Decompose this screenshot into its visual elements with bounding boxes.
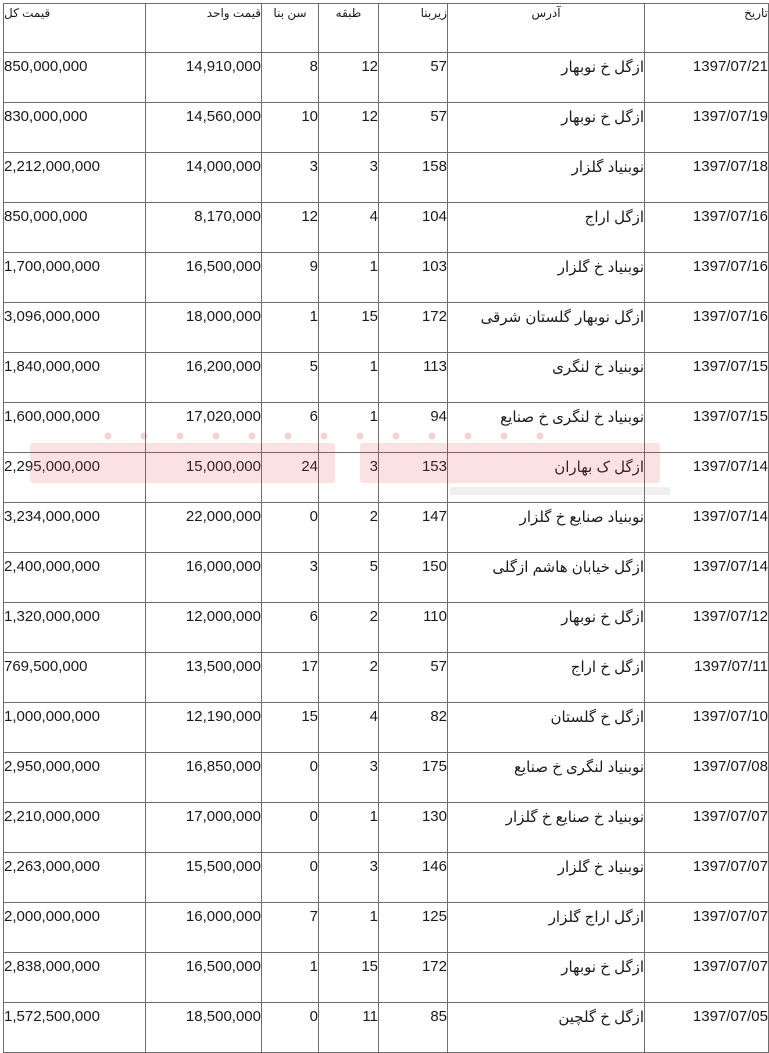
cell-address: ازگل خ گلستان [448, 703, 645, 753]
header-address: آدرس [448, 4, 645, 53]
cell-address: ازگل خ نوبهار [448, 103, 645, 153]
table-row [4, 353, 769, 403]
cell-area: 175 [379, 753, 448, 803]
cell-floor: 5 [319, 553, 379, 603]
cell-building-age: 6 [262, 403, 319, 453]
cell-area: 57 [379, 653, 448, 703]
cell-address: ازگل خ نوبهار [448, 53, 645, 103]
table-row [4, 53, 769, 103]
table-row [4, 253, 769, 303]
table-row [4, 853, 769, 903]
table-row [4, 603, 769, 653]
cell-building-age: 24 [262, 453, 319, 503]
cell-address: ازگل خیابان هاشم ازگلی [448, 553, 645, 603]
cell-floor: 1 [319, 403, 379, 453]
table-row [4, 903, 769, 953]
cell-area: 125 [379, 903, 448, 953]
transactions-table [3, 3, 769, 1053]
cell-date: 1397/07/15 [645, 403, 769, 453]
cell-floor: 1 [319, 803, 379, 853]
cell-address: ازگل اراج گلزار [448, 903, 645, 953]
cell-unit-price: 12,190,000 [146, 703, 262, 753]
cell-building-age: 8 [262, 53, 319, 103]
cell-date: 1397/07/14 [645, 553, 769, 603]
cell-address: ازگل خ گلچین [448, 1003, 645, 1053]
cell-building-age: 1 [262, 953, 319, 1003]
cell-building-age: 0 [262, 853, 319, 903]
table-row [4, 153, 769, 203]
cell-unit-price: 13,500,000 [146, 653, 262, 703]
cell-floor: 4 [319, 703, 379, 753]
header-total-price: قیمت کل [4, 4, 146, 53]
cell-total-price: 769,500,000 [4, 653, 146, 703]
cell-area: 130 [379, 803, 448, 853]
cell-area: 85 [379, 1003, 448, 1053]
cell-total-price: 2,210,000,000 [4, 803, 146, 853]
cell-address: نوبنیاد صنایع خ گلزار [448, 503, 645, 553]
header-floor: طبقه [319, 4, 379, 53]
cell-address: ازگل اراج [448, 203, 645, 253]
cell-address: ازگل خ نوبهار [448, 603, 645, 653]
table-body [4, 53, 769, 1053]
cell-area: 150 [379, 553, 448, 603]
cell-building-age: 0 [262, 803, 319, 853]
cell-building-age: 7 [262, 903, 319, 953]
cell-unit-price: 16,850,000 [146, 753, 262, 803]
cell-floor: 3 [319, 453, 379, 503]
cell-floor: 15 [319, 303, 379, 353]
cell-floor: 12 [319, 103, 379, 153]
cell-area: 57 [379, 103, 448, 153]
cell-date: 1397/07/14 [645, 453, 769, 503]
cell-total-price: 2,950,000,000 [4, 753, 146, 803]
cell-building-age: 0 [262, 753, 319, 803]
cell-address: ازگل خ اراج [448, 653, 645, 703]
cell-unit-price: 16,200,000 [146, 353, 262, 403]
cell-unit-price: 14,910,000 [146, 53, 262, 103]
cell-floor: 2 [319, 653, 379, 703]
cell-area: 146 [379, 853, 448, 903]
cell-date: 1397/07/07 [645, 853, 769, 903]
cell-address: نوبنیاد گلزار [448, 153, 645, 203]
cell-total-price: 2,400,000,000 [4, 553, 146, 603]
table-row [4, 703, 769, 753]
cell-date: 1397/07/05 [645, 1003, 769, 1053]
cell-unit-price: 17,000,000 [146, 803, 262, 853]
header-unit-price: قیمت واحد [146, 4, 262, 53]
cell-total-price: 2,295,000,000 [4, 453, 146, 503]
cell-building-age: 9 [262, 253, 319, 303]
cell-unit-price: 16,500,000 [146, 253, 262, 303]
cell-area: 94 [379, 403, 448, 453]
cell-floor: 3 [319, 753, 379, 803]
cell-unit-price: 14,560,000 [146, 103, 262, 153]
cell-floor: 1 [319, 353, 379, 403]
cell-total-price: 1,572,500,000 [4, 1003, 146, 1053]
cell-total-price: 850,000,000 [4, 53, 146, 103]
cell-date: 1397/07/21 [645, 53, 769, 103]
cell-total-price: 1,600,000,000 [4, 403, 146, 453]
cell-address: نوبنیاد خ گلزار [448, 853, 645, 903]
cell-date: 1397/07/16 [645, 203, 769, 253]
table-row [4, 653, 769, 703]
table-row [4, 553, 769, 603]
table-row [4, 953, 769, 1003]
cell-unit-price: 16,000,000 [146, 903, 262, 953]
cell-date: 1397/07/18 [645, 153, 769, 203]
cell-unit-price: 16,000,000 [146, 553, 262, 603]
cell-total-price: 3,234,000,000 [4, 503, 146, 553]
cell-total-price: 1,700,000,000 [4, 253, 146, 303]
cell-unit-price: 18,500,000 [146, 1003, 262, 1053]
cell-unit-price: 18,000,000 [146, 303, 262, 353]
cell-building-age: 6 [262, 603, 319, 653]
cell-unit-price: 22,000,000 [146, 503, 262, 553]
cell-area: 153 [379, 453, 448, 503]
cell-date: 1397/07/15 [645, 353, 769, 403]
cell-total-price: 850,000,000 [4, 203, 146, 253]
cell-building-age: 12 [262, 203, 319, 253]
cell-building-age: 0 [262, 503, 319, 553]
cell-unit-price: 14,000,000 [146, 153, 262, 203]
cell-address: نوبنیاد خ گلزار [448, 253, 645, 303]
cell-date: 1397/07/16 [645, 303, 769, 353]
table-row [4, 103, 769, 153]
table-row [4, 803, 769, 853]
header-area: زیربنا [379, 4, 448, 53]
cell-area: 158 [379, 153, 448, 203]
cell-total-price: 830,000,000 [4, 103, 146, 153]
cell-date: 1397/07/16 [645, 253, 769, 303]
table-row [4, 1003, 769, 1053]
cell-floor: 2 [319, 603, 379, 653]
cell-address: ازگل خ نوبهار [448, 953, 645, 1003]
cell-unit-price: 15,500,000 [146, 853, 262, 903]
cell-area: 110 [379, 603, 448, 653]
cell-date: 1397/07/19 [645, 103, 769, 153]
cell-floor: 2 [319, 503, 379, 553]
cell-building-age: 15 [262, 703, 319, 753]
cell-area: 172 [379, 303, 448, 353]
cell-floor: 4 [319, 203, 379, 253]
cell-unit-price: 17,020,000 [146, 403, 262, 453]
header-row [4, 4, 769, 53]
cell-address: نوبنیاد خ لنگری خ صنایع [448, 403, 645, 453]
cell-building-age: 1 [262, 303, 319, 353]
cell-address: ازگل نوبهار گلستان شرقی [448, 303, 645, 353]
cell-address: نوبنیاد خ لنگری [448, 353, 645, 403]
cell-date: 1397/07/14 [645, 503, 769, 553]
cell-area: 147 [379, 503, 448, 553]
table-header [4, 4, 769, 53]
cell-address: نوبنیاد لنگری خ صنایع [448, 753, 645, 803]
table-row [4, 303, 769, 353]
cell-floor: 3 [319, 153, 379, 203]
cell-floor: 3 [319, 853, 379, 903]
cell-unit-price: 8,170,000 [146, 203, 262, 253]
cell-unit-price: 12,000,000 [146, 603, 262, 653]
cell-area: 57 [379, 53, 448, 103]
cell-area: 113 [379, 353, 448, 403]
table-row [4, 753, 769, 803]
cell-floor: 11 [319, 1003, 379, 1053]
cell-building-age: 3 [262, 553, 319, 603]
cell-area: 103 [379, 253, 448, 303]
cell-date: 1397/07/07 [645, 953, 769, 1003]
table-row [4, 453, 769, 503]
cell-building-age: 10 [262, 103, 319, 153]
cell-building-age: 3 [262, 153, 319, 203]
cell-date: 1397/07/12 [645, 603, 769, 653]
cell-date: 1397/07/08 [645, 753, 769, 803]
cell-total-price: 1,000,000,000 [4, 703, 146, 753]
cell-total-price: 2,838,000,000 [4, 953, 146, 1003]
cell-date: 1397/07/07 [645, 803, 769, 853]
cell-building-age: 0 [262, 1003, 319, 1053]
cell-date: 1397/07/11 [645, 653, 769, 703]
cell-area: 82 [379, 703, 448, 753]
cell-total-price: 1,320,000,000 [4, 603, 146, 653]
cell-total-price: 2,263,000,000 [4, 853, 146, 903]
cell-address: ازگل ک بهاران [448, 453, 645, 503]
table-row [4, 503, 769, 553]
cell-floor: 1 [319, 253, 379, 303]
cell-total-price: 1,840,000,000 [4, 353, 146, 403]
cell-unit-price: 15,000,000 [146, 453, 262, 503]
cell-date: 1397/07/07 [645, 903, 769, 953]
header-date: تاریخ [645, 4, 769, 53]
cell-total-price: 3,096,000,000 [4, 303, 146, 353]
cell-floor: 1 [319, 903, 379, 953]
table-row [4, 403, 769, 453]
header-building-age: سن بنا [262, 4, 319, 53]
cell-date: 1397/07/10 [645, 703, 769, 753]
cell-area: 172 [379, 953, 448, 1003]
cell-area: 104 [379, 203, 448, 253]
cell-floor: 12 [319, 53, 379, 103]
cell-unit-price: 16,500,000 [146, 953, 262, 1003]
cell-address: نوبنیاد خ صنایع خ گلزار [448, 803, 645, 853]
cell-building-age: 17 [262, 653, 319, 703]
cell-total-price: 2,212,000,000 [4, 153, 146, 203]
cell-total-price: 2,000,000,000 [4, 903, 146, 953]
table-row [4, 203, 769, 253]
cell-floor: 15 [319, 953, 379, 1003]
cell-building-age: 5 [262, 353, 319, 403]
